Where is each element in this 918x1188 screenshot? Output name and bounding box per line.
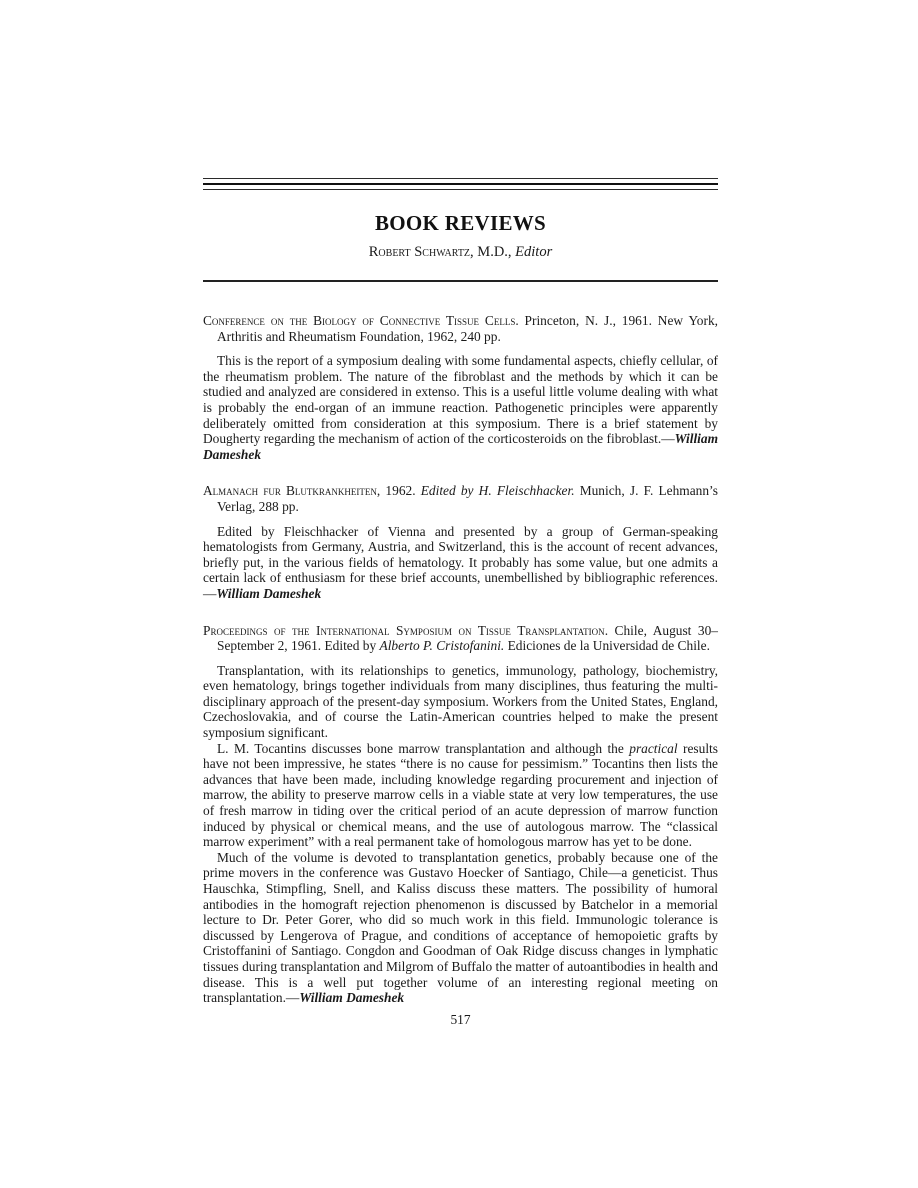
book-title: Proceedings of the International Symposium on Tissue Transplantation <box>203 622 605 638</box>
emphasis-text: practical <box>629 740 678 756</box>
review-paragraph: Edited by Fleischhacker of Vienna and presented by a group of German-speaking hematologists from Germany, Austria, and Switzerland, this is the account of recent advances, briefly put, in the various fields of hematology. It probably has some value, but one admits a certain lack of enthusiasm for these brief accounts, unembellished by bibliographic references.—William Dameshek <box>203 523 718 601</box>
editor-name: Robert Schwartz <box>368 244 471 260</box>
review-paragraph: This is the report of a symposium dealing with some fundamental aspects, chiefly cellular, of the rheumatism problem. The nature of the fibroblast and the methods by which it can be studied and analyzed are considered in extenso. This is a useful little volume dealing with what is probably the end-organ of an immune reaction. Pathogenetic principles were apparently deliberately omitted from consideration at this symposium. There is a brief statement by Dougherty regarding the mechanism of action of the corticosteroids on the fibroblast.—William Dameshek <box>203 353 718 462</box>
rule-divider <box>203 183 718 185</box>
section-title: BOOK REVIEWS <box>374 211 547 235</box>
page-number: 517 <box>450 1011 471 1027</box>
review-paragraph: L. M. Tocantins discusses bone marrow transplantation and although the practical results have not been impressive, he states “there is no cause for pessimism.” Tocantins then lists the advances that have been made, including knowledge regarding procurement and injection of marrow, the ability to preserve marrow cells in a viable state at very low temperatures, the use of fresh marrow in tiding over the critical period of an acute depression of marrow function induced by physical or chemical means, and the use of autologous marrow. The “classical marrow experiment” with a real permanent take of homologous marrow has yet to be done. <box>203 740 718 850</box>
review-body <box>203 524 718 602</box>
review-entry <box>203 313 718 462</box>
rule-divider <box>203 189 718 190</box>
review-citation <box>203 483 718 514</box>
book-editor: Edited by H. Fleischhacker. <box>420 483 575 499</box>
citation-details: . Princeton, N. J., 1961. New York, Arthritis and Rheumatism Foundation, 1962, 240 pp. <box>217 313 718 344</box>
book-editor: Alberto P. Cristofanini. <box>379 638 505 654</box>
review-paragraph: Much of the volume is devoted to transplantation genetics, probably because one of the prime movers in the conference was Gustavo Hoecker of Santiago, Chile—a geneticist. Thus Hauschka, Stimpfling, Snell, and Kaliss discuss these matters. The possibility of humoral antibodies in the homograft rejection phenomenon is discussed by Batchelor in a memorial lecture to Dr. Peter Gorer, who did so much work in this field. Immunologic tolerance is discussed by Lengerova of Prague, and conditions of acceptance of hemopoietic grafts by Cristoffanini of Santiago. Congdon and Goodman of Oak Ridge discuss changes in lymphatic tissues during transplantation and Milgrom of Buffalo the matter of autoantibodies in health and disease. This is a well put together volume of an interesting regional meeting on transplantation.—William Dameshek <box>203 849 718 1006</box>
rule-divider <box>203 178 718 179</box>
editor-role: Editor <box>515 244 553 260</box>
reviewer-signature: William Dameshek <box>203 431 718 462</box>
review-citation <box>203 623 718 654</box>
review-body <box>203 663 718 1006</box>
book-title: Almanach fur Blutkrankheiten <box>203 483 377 499</box>
citation-year: , 1962. <box>376 483 421 499</box>
header-rules <box>203 178 718 190</box>
review-body <box>203 353 718 462</box>
review-paragraph: Transplantation, with its relationships to genetics, immunology, pathology, biochemistry, even hematology, brings together individuals from many disciplines, thus featuring the multi-disciplinary approach of the present-day symposium. Workers from the United States, England, Czechoslovakia, and of course the Latin-American countries helped to make the present symposium significant. <box>203 662 718 741</box>
header-bottom-rule <box>203 280 718 282</box>
editor-credit <box>203 244 718 261</box>
book-title: Conference on the Biology of Connective Tissue Cells <box>203 313 516 328</box>
reviewer-signature: William Dameshek <box>299 990 405 1006</box>
review-entry <box>203 623 718 1006</box>
citation-details: Ediciones de la Universidad de Chile. <box>504 638 710 654</box>
review-entry <box>203 483 718 601</box>
review-citation <box>203 313 718 344</box>
citation-dates: . Chile, August 30–September 2, 1961. Edited by <box>217 622 718 654</box>
reviewer-signature: William Dameshek <box>216 585 322 601</box>
journal-page <box>203 178 718 1028</box>
editor-degree: , M.D., <box>470 244 516 260</box>
citation-details: Munich, J. F. Lehmann’s Verlag, 288 pp. <box>217 483 718 514</box>
